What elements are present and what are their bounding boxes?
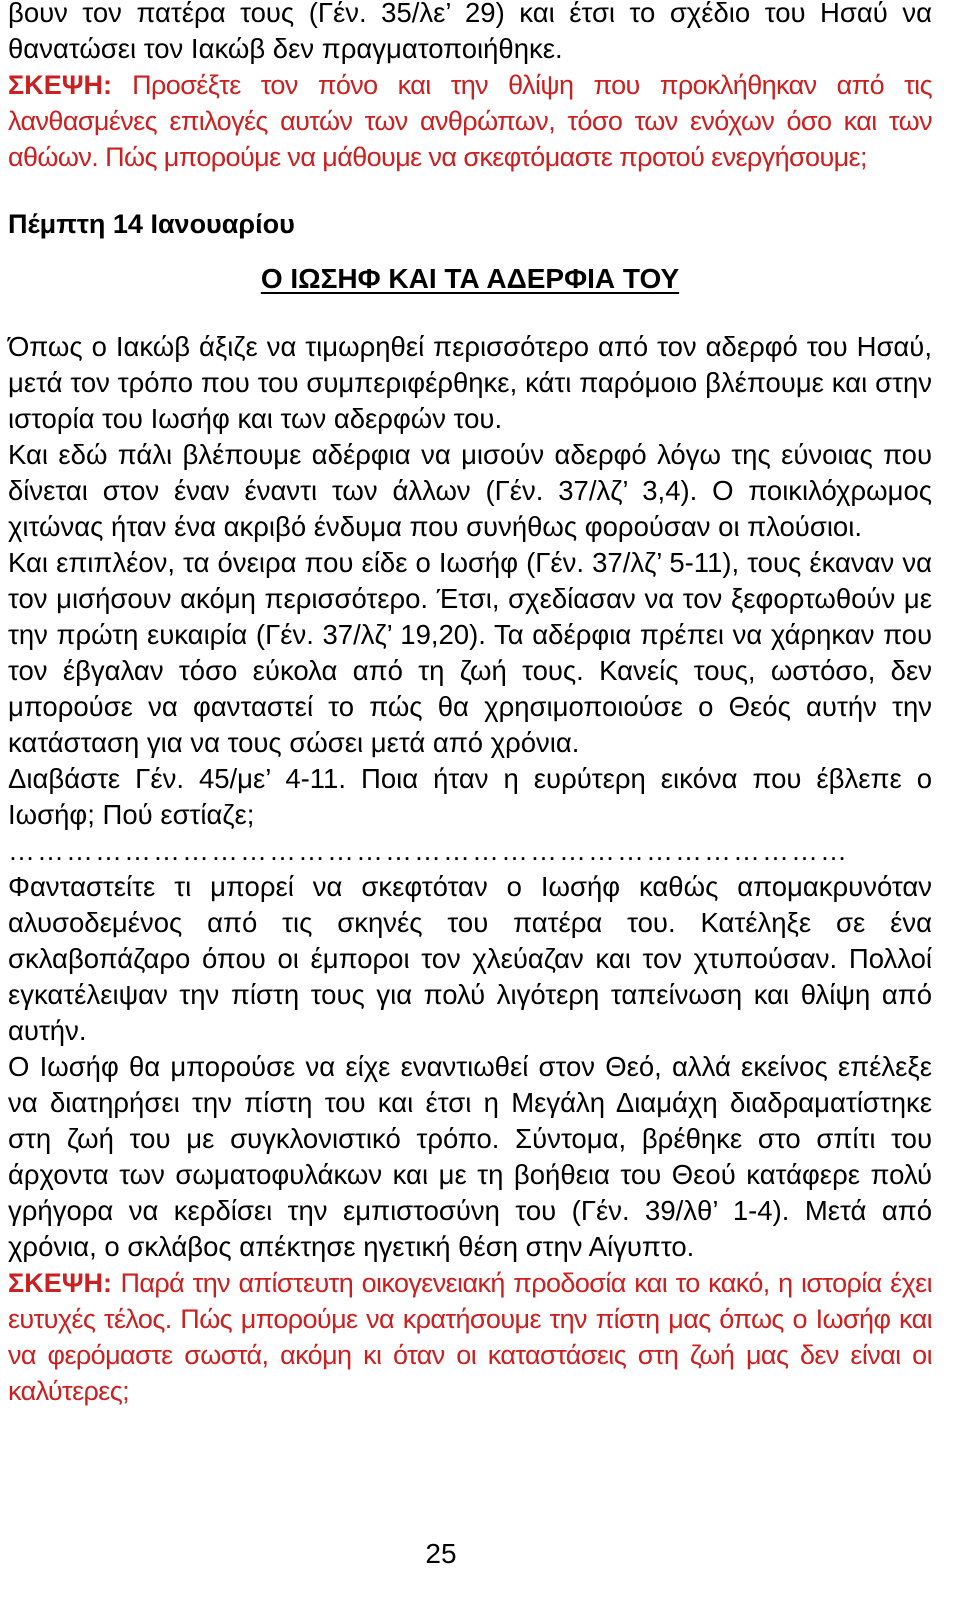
paragraph-2: Και εδώ πάλι βλέπουμε αδέρφια να μισούν αδερφό λόγω της εύνοιας που δίνεται στον έναν έναντι των άλλων (Γέν. 37/λζ’ 3,4). Ο ποικιλόχρωμος χιτώνας ήταν ένα ακριβό ένδυμα που συνήθως φορούσαν οι πλούσιοι. xyxy=(8,439,932,542)
top-thought xyxy=(8,67,932,175)
answer-dots: …………………………………………………………………………… xyxy=(8,836,849,866)
thought-text: Προσέξτε τον πόνο και την θλίψη που προκλήθηκαν από τις λανθασμένες επιλογές αυτών των ανθρώπων, τόσο των ενόχων όσο και των αθώων. Πώς μπορούμε να μάθουμε να σκεφτόμαστε προτού ενεργήσουμε; xyxy=(8,70,932,172)
paragraph-4: Φανταστείτε τι μπορεί να σκεφτόταν ο Ιωσήφ καθώς απομακρυνόταν αλυσοδεμένος από τις σκηνές του πατέρα του. Κατέληξε σε ένα σκλαβοπάζαρο όπου οι έμποροι τον χλεύαζαν και τον χτυπούσαν. Πολλοί εγκατέλειψαν την πίστη τους για πολύ λιγότερη ταπείνωση και θλίψη από αυτήν. xyxy=(8,871,932,1046)
paragraph-3: Και επιπλέον, τα όνειρα που είδε ο Ιωσήφ (Γέν. 37/λζ’ 5-11), τους έκαναν να τον μισήσουν ακόμη περισσότερο. Έτσι, σχεδίασαν να τον ξεφορτωθούν με την πρώτη ευκαιρία (Γέν. 37/λζ’ 19,20). Τα αδέρφια πρέπει να χάρηκαν που τον έβγαλαν τόσο εύκολα από τη ζωή τους. Κανείς τους, ωστόσο, δεν μπορούσε να φανταστεί το πώς θα χρησιμοποιούσε ο Θεός αυτήν την κατάσταση για να τους σώσει μετά από χρόνια. xyxy=(8,547,932,758)
top-section xyxy=(8,0,932,175)
day-heading: Πέμπτη 14 Ιανουαρίου xyxy=(8,209,295,239)
question-paragraph: Διαβάστε Γέν. 45/με’ 4-11. Ποια ήταν η ευρύτερη εικόνα που έβλεπε ο Ιωσήφ; Πού εστίαζε; xyxy=(8,763,932,830)
paragraph-5: Ο Ιωσήφ θα μπορούσε να είχε εναντιωθεί στον Θεό, αλλά εκείνος επέλεξε να διατηρήσει την πίστη του και έτσι η Μεγάλη Διαμάχη διαδραματίστηκε στη ζωή του με συγκλονιστικό τρόπο. Σύντομα, βρέθηκε στο σπίτι του άρχοντα των σωματοφυλάκων και με τη βοήθεια του Θεού κατάφερε πολύ γρήγορα να κερδίσει την εμπιστοσύνη του (Γέν. 39/λθ’ 1-4). Μετά από χρόνια, ο σκλάβος απέκτησε ηγετική θέση στην Αίγυπτο. xyxy=(8,1051,932,1262)
paragraph-1: Όπως ο Ιακώβ άξιζε να τιμωρηθεί περισσότερο από τον αδερφό του Ησαύ, μετά τον τρόπο που του συμπεριφέρθηκε, κάτι παρόμοιο βλέπουμε και στην ιστορία του Ιωσήφ και των αδερφών του. xyxy=(8,331,932,434)
bottom-thought-label: ΣΚΕΨΗ: xyxy=(8,1268,113,1298)
thought-label: ΣΚΕΨΗ: xyxy=(8,70,113,100)
bottom-thought-text: Παρά την απίστευτη οικογενειακή προδοσία και το κακό, η ιστορία έχει ευτυχές τέλος. Πώς μπορούμε να κρατήσουμε την πίστη μας όπως ο Ιωσήφ και να φερόμαστε σωστά, ακόμη κι όταν οι καταστάσεις στη ζωή μας δεν είναι οι καλύτερες; xyxy=(8,1268,932,1406)
bottom-thought xyxy=(8,1265,932,1409)
lesson-title: Ο ΙΩΣΗΦ ΚΑΙ ΤΑ ΑΔΕΡΦΙΑ ΤΟΥ xyxy=(260,263,680,294)
main-text xyxy=(8,329,932,1409)
page-number: 25 xyxy=(425,1538,457,1569)
continuation-paragraph: βουν τον πατέρα τους (Γέν. 35/λε’ 29) και έτσι το σχέδιο του Ησαύ να θανατώσει τον Ιακώβ δεν πραγματοποιήθηκε. xyxy=(8,0,932,64)
